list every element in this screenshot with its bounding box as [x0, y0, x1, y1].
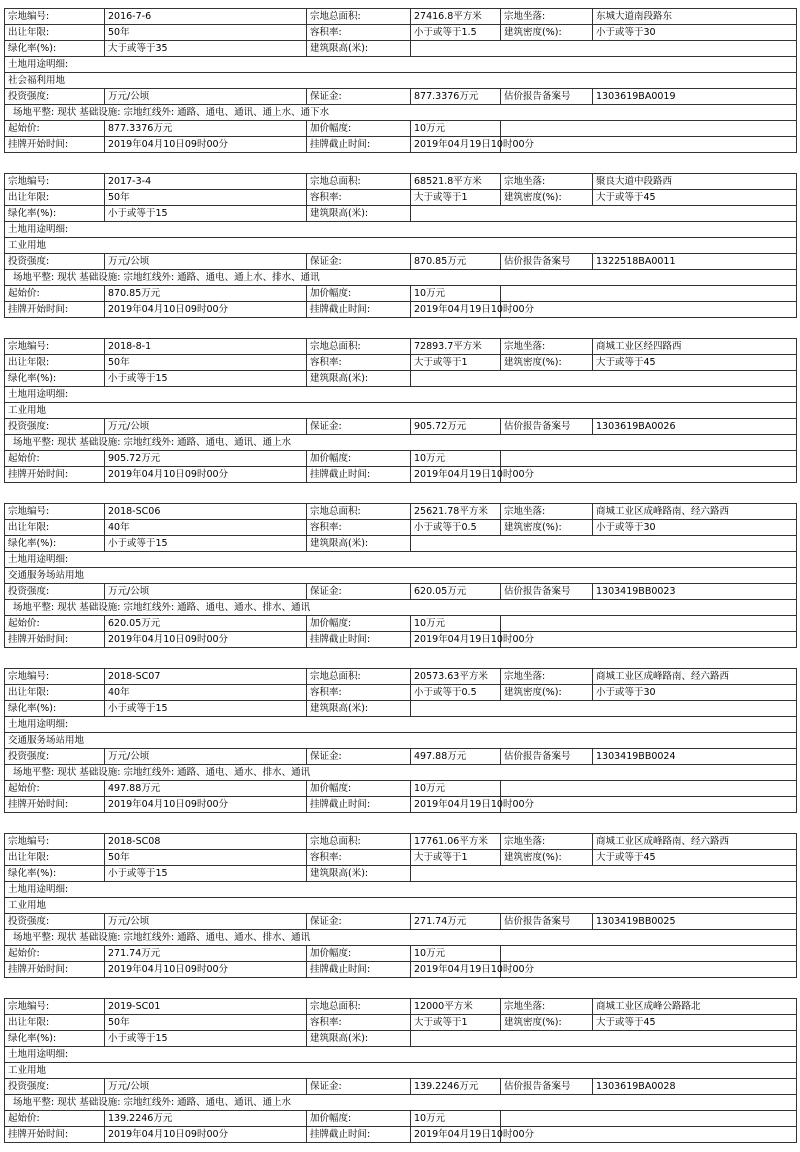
listing-start-label: 挂牌开始时间:	[5, 797, 105, 813]
total-area: 27416.8平方米	[411, 9, 501, 25]
location: 东城大道南段路东	[593, 9, 797, 25]
far-label: 容积率:	[307, 190, 411, 206]
empty-cell	[501, 946, 797, 962]
usage: 工业用地	[5, 898, 797, 914]
density-label: 建筑密度(%):	[501, 25, 593, 41]
empty-cell	[501, 467, 797, 483]
deposit: 870.85万元	[411, 254, 501, 270]
increment-label: 加价幅度:	[307, 451, 411, 467]
empty-cell	[501, 962, 797, 978]
far: 小于或等于0.5	[411, 520, 501, 536]
parcel-no: 2016-7-6	[105, 9, 307, 25]
parcel-table	[4, 338, 797, 483]
listing-start-label: 挂牌开始时间:	[5, 302, 105, 318]
height	[411, 701, 797, 717]
empty-cell	[501, 286, 797, 302]
term-label: 出让年限:	[5, 1015, 105, 1031]
density: 大于或等于45	[593, 355, 797, 371]
parcel-no-label: 宗地编号:	[5, 174, 105, 190]
deposit: 905.72万元	[411, 419, 501, 435]
usage: 工业用地	[5, 403, 797, 419]
usage-label: 土地用途明细:	[5, 222, 797, 238]
listing-start-label: 挂牌开始时间:	[5, 137, 105, 153]
empty-cell	[501, 797, 797, 813]
deposit: 620.05万元	[411, 584, 501, 600]
site-conditions: 场地平整: 现状 基础设施: 宗地红线外: 通路、通电、通讯、通上水	[5, 1095, 797, 1111]
invest-label: 投资强度:	[5, 1079, 105, 1095]
report-no: 1303619BA0028	[593, 1079, 797, 1095]
empty-cell	[501, 302, 797, 318]
total-area-label: 宗地总面积:	[307, 174, 411, 190]
site-conditions: 场地平整: 现状 基础设施: 宗地红线外: 通路、通电、通水、排水、通讯	[5, 930, 797, 946]
parcel-no-label: 宗地编号:	[5, 669, 105, 685]
height-label: 建筑限高(米):	[307, 866, 411, 882]
invest-unit: 万元/公顷	[105, 1079, 307, 1095]
invest-unit: 万元/公顷	[105, 254, 307, 270]
invest-unit: 万元/公顷	[105, 584, 307, 600]
listing-start: 2019年04月10日09时00分	[105, 962, 307, 978]
density: 小于或等于30	[593, 520, 797, 536]
start-price: 139.2246万元	[105, 1111, 307, 1127]
usage: 交通服务场站用地	[5, 733, 797, 749]
deposit-label: 保证金:	[307, 89, 411, 105]
green: 大于或等于35	[105, 41, 307, 57]
far-label: 容积率:	[307, 685, 411, 701]
total-area-label: 宗地总面积:	[307, 834, 411, 850]
listing-end: 2019年04月19日10时00分	[411, 632, 501, 648]
report-no: 1303619BA0019	[593, 89, 797, 105]
empty-cell	[501, 451, 797, 467]
report-no: 1303419BB0024	[593, 749, 797, 765]
report-label: 估价报告备案号	[501, 419, 593, 435]
green-label: 绿化率(%):	[5, 701, 105, 717]
total-area: 17761.06平方米	[411, 834, 501, 850]
listing-start-label: 挂牌开始时间:	[5, 632, 105, 648]
deposit: 497.88万元	[411, 749, 501, 765]
parcel-table	[4, 668, 797, 813]
parcel-no: 2018-SC07	[105, 669, 307, 685]
density-label: 建筑密度(%):	[501, 520, 593, 536]
invest-unit: 万元/公顷	[105, 749, 307, 765]
term-label: 出让年限:	[5, 685, 105, 701]
listing-start: 2019年04月10日09时00分	[105, 137, 307, 153]
height-label: 建筑限高(米):	[307, 41, 411, 57]
parcel-no-label: 宗地编号:	[5, 834, 105, 850]
invest-label: 投资强度:	[5, 89, 105, 105]
parcel-block	[4, 668, 796, 822]
usage-label: 土地用途明细:	[5, 882, 797, 898]
start-price: 497.88万元	[105, 781, 307, 797]
location-label: 宗地坐落:	[501, 9, 593, 25]
start-price: 271.74万元	[105, 946, 307, 962]
term-label: 出让年限:	[5, 850, 105, 866]
listing-start-label: 挂牌开始时间:	[5, 1127, 105, 1143]
far-label: 容积率:	[307, 25, 411, 41]
report-no: 1322518BA0011	[593, 254, 797, 270]
total-area-label: 宗地总面积:	[307, 9, 411, 25]
far-label: 容积率:	[307, 850, 411, 866]
location: 商城工业区成峰路南、经六路西	[593, 669, 797, 685]
listing-end: 2019年04月19日10时00分	[411, 467, 501, 483]
parcel-block	[4, 338, 796, 492]
listing-start: 2019年04月10日09时00分	[105, 302, 307, 318]
total-area: 72893.7平方米	[411, 339, 501, 355]
term: 50年	[105, 190, 307, 206]
far: 大于或等于1	[411, 190, 501, 206]
usage-label: 土地用途明细:	[5, 717, 797, 733]
location: 商城工业区成峰路南、经六路西	[593, 504, 797, 520]
density: 大于或等于45	[593, 850, 797, 866]
site-conditions: 场地平整: 现状 基础设施: 宗地红线外: 通路、通电、通水、排水、通讯	[5, 600, 797, 616]
parcel-table	[4, 8, 797, 153]
listing-end: 2019年04月19日10时00分	[411, 797, 501, 813]
usage-label: 土地用途明细:	[5, 57, 797, 73]
usage: 社会福利用地	[5, 73, 797, 89]
listing-start: 2019年04月10日09时00分	[105, 1127, 307, 1143]
term-label: 出让年限:	[5, 190, 105, 206]
deposit-label: 保证金:	[307, 254, 411, 270]
term: 40年	[105, 685, 307, 701]
term-label: 出让年限:	[5, 25, 105, 41]
height-label: 建筑限高(米):	[307, 371, 411, 387]
total-area: 20573.63平方米	[411, 669, 501, 685]
parcel-block	[4, 833, 796, 987]
increment-label: 加价幅度:	[307, 616, 411, 632]
density: 小于或等于30	[593, 685, 797, 701]
deposit-label: 保证金:	[307, 1079, 411, 1095]
deposit-label: 保证金:	[307, 914, 411, 930]
report-no: 1303419BB0025	[593, 914, 797, 930]
empty-cell	[501, 1111, 797, 1127]
density-label: 建筑密度(%):	[501, 850, 593, 866]
far: 小于或等于1.5	[411, 25, 501, 41]
parcel-no: 2018-SC08	[105, 834, 307, 850]
parcel-block	[4, 998, 796, 1152]
green-label: 绿化率(%):	[5, 866, 105, 882]
far-label: 容积率:	[307, 520, 411, 536]
deposit-label: 保证金:	[307, 749, 411, 765]
density-label: 建筑密度(%):	[501, 1015, 593, 1031]
height-label: 建筑限高(米):	[307, 701, 411, 717]
green: 小于或等于15	[105, 206, 307, 222]
increment: 10万元	[411, 616, 501, 632]
start-price-label: 起始价:	[5, 1111, 105, 1127]
start-price-label: 起始价:	[5, 616, 105, 632]
deposit: 139.2246万元	[411, 1079, 501, 1095]
start-price-label: 起始价:	[5, 121, 105, 137]
location-label: 宗地坐落:	[501, 174, 593, 190]
green: 小于或等于15	[105, 371, 307, 387]
increment-label: 加价幅度:	[307, 781, 411, 797]
deposit-label: 保证金:	[307, 419, 411, 435]
parcel-no: 2017-3-4	[105, 174, 307, 190]
density-label: 建筑密度(%):	[501, 190, 593, 206]
height-label: 建筑限高(米):	[307, 536, 411, 552]
green-label: 绿化率(%):	[5, 1031, 105, 1047]
term: 50年	[105, 355, 307, 371]
increment-label: 加价幅度:	[307, 946, 411, 962]
green-label: 绿化率(%):	[5, 371, 105, 387]
invest-label: 投资强度:	[5, 749, 105, 765]
listing-end-label: 挂牌截止时间:	[307, 962, 411, 978]
increment: 10万元	[411, 946, 501, 962]
report-label: 估价报告备案号	[501, 914, 593, 930]
usage-label: 土地用途明细:	[5, 1047, 797, 1063]
green: 小于或等于15	[105, 536, 307, 552]
listing-end-label: 挂牌截止时间:	[307, 632, 411, 648]
height	[411, 206, 797, 222]
density: 大于或等于45	[593, 1015, 797, 1031]
empty-cell	[501, 616, 797, 632]
invest-label: 投资强度:	[5, 254, 105, 270]
location-label: 宗地坐落:	[501, 669, 593, 685]
invest-label: 投资强度:	[5, 584, 105, 600]
usage-label: 土地用途明细:	[5, 387, 797, 403]
listing-start: 2019年04月10日09时00分	[105, 797, 307, 813]
listing-start-label: 挂牌开始时间:	[5, 467, 105, 483]
total-area: 12000平方米	[411, 999, 501, 1015]
location-label: 宗地坐落:	[501, 999, 593, 1015]
location-label: 宗地坐落:	[501, 339, 593, 355]
deposit: 877.3376万元	[411, 89, 501, 105]
parcel-block	[4, 503, 796, 657]
density: 大于或等于45	[593, 190, 797, 206]
increment-label: 加价幅度:	[307, 1111, 411, 1127]
far-label: 容积率:	[307, 1015, 411, 1031]
total-area-label: 宗地总面积:	[307, 504, 411, 520]
empty-cell	[501, 137, 797, 153]
height	[411, 866, 797, 882]
invest-unit: 万元/公顷	[105, 419, 307, 435]
increment-label: 加价幅度:	[307, 121, 411, 137]
density-label: 建筑密度(%):	[501, 685, 593, 701]
parcel-list	[4, 8, 796, 1152]
location: 聚良大道中段路西	[593, 174, 797, 190]
report-label: 估价报告备案号	[501, 749, 593, 765]
total-area-label: 宗地总面积:	[307, 669, 411, 685]
invest-unit: 万元/公顷	[105, 914, 307, 930]
height	[411, 1031, 797, 1047]
parcel-block	[4, 8, 796, 162]
far: 大于或等于1	[411, 1015, 501, 1031]
green: 小于或等于15	[105, 1031, 307, 1047]
site-conditions: 场地平整: 现状 基础设施: 宗地红线外: 通路、通电、通讯、通上水、通下水	[5, 105, 797, 121]
report-label: 估价报告备案号	[501, 584, 593, 600]
listing-start: 2019年04月10日09时00分	[105, 467, 307, 483]
start-price-label: 起始价:	[5, 451, 105, 467]
parcel-block	[4, 173, 796, 327]
far: 大于或等于1	[411, 355, 501, 371]
listing-start: 2019年04月10日09时00分	[105, 632, 307, 648]
height	[411, 41, 797, 57]
usage: 交通服务场站用地	[5, 568, 797, 584]
height	[411, 536, 797, 552]
density: 小于或等于30	[593, 25, 797, 41]
increment: 10万元	[411, 286, 501, 302]
term: 50年	[105, 1015, 307, 1031]
parcel-table	[4, 173, 797, 318]
site-conditions: 场地平整: 现状 基础设施: 宗地红线外: 通路、通电、通讯、通上水	[5, 435, 797, 451]
parcel-no: 2019-SC01	[105, 999, 307, 1015]
far: 小于或等于0.5	[411, 685, 501, 701]
listing-end-label: 挂牌截止时间:	[307, 467, 411, 483]
empty-cell	[501, 1127, 797, 1143]
usage-label: 土地用途明细:	[5, 552, 797, 568]
listing-start-label: 挂牌开始时间:	[5, 962, 105, 978]
green: 小于或等于15	[105, 866, 307, 882]
height-label: 建筑限高(米):	[307, 1031, 411, 1047]
site-conditions: 场地平整: 现状 基础设施: 宗地红线外: 通路、通电、通上水、排水、通讯	[5, 270, 797, 286]
listing-end: 2019年04月19日10时00分	[411, 137, 501, 153]
usage: 工业用地	[5, 1063, 797, 1079]
invest-unit: 万元/公顷	[105, 89, 307, 105]
start-price-label: 起始价:	[5, 286, 105, 302]
term: 50年	[105, 25, 307, 41]
listing-end: 2019年04月19日10时00分	[411, 1127, 501, 1143]
green-label: 绿化率(%):	[5, 41, 105, 57]
green-label: 绿化率(%):	[5, 536, 105, 552]
empty-cell	[501, 781, 797, 797]
parcel-no-label: 宗地编号:	[5, 339, 105, 355]
increment: 10万元	[411, 781, 501, 797]
listing-end-label: 挂牌截止时间:	[307, 302, 411, 318]
parcel-no: 2018-SC06	[105, 504, 307, 520]
density-label: 建筑密度(%):	[501, 355, 593, 371]
report-no: 1303419BB0023	[593, 584, 797, 600]
increment-label: 加价幅度:	[307, 286, 411, 302]
increment: 10万元	[411, 121, 501, 137]
invest-label: 投资强度:	[5, 419, 105, 435]
location: 商城工业区经四路西	[593, 339, 797, 355]
listing-end-label: 挂牌截止时间:	[307, 1127, 411, 1143]
height-label: 建筑限高(米):	[307, 206, 411, 222]
term: 50年	[105, 850, 307, 866]
parcel-no-label: 宗地编号:	[5, 504, 105, 520]
location-label: 宗地坐落:	[501, 504, 593, 520]
site-conditions: 场地平整: 现状 基础设施: 宗地红线外: 通路、通电、通水、排水、通讯	[5, 765, 797, 781]
term: 40年	[105, 520, 307, 536]
start-price: 905.72万元	[105, 451, 307, 467]
report-label: 估价报告备案号	[501, 89, 593, 105]
parcel-table	[4, 503, 797, 648]
location-label: 宗地坐落:	[501, 834, 593, 850]
increment: 10万元	[411, 1111, 501, 1127]
empty-cell	[501, 121, 797, 137]
report-no: 1303619BA0026	[593, 419, 797, 435]
invest-label: 投资强度:	[5, 914, 105, 930]
parcel-no-label: 宗地编号:	[5, 999, 105, 1015]
empty-cell	[501, 632, 797, 648]
deposit: 271.74万元	[411, 914, 501, 930]
increment: 10万元	[411, 451, 501, 467]
total-area-label: 宗地总面积:	[307, 999, 411, 1015]
height	[411, 371, 797, 387]
start-price: 877.3376万元	[105, 121, 307, 137]
listing-end: 2019年04月19日10时00分	[411, 962, 501, 978]
term-label: 出让年限:	[5, 520, 105, 536]
usage: 工业用地	[5, 238, 797, 254]
listing-end-label: 挂牌截止时间:	[307, 137, 411, 153]
report-label: 估价报告备案号	[501, 254, 593, 270]
parcel-table	[4, 998, 797, 1143]
location: 商城工业区成峰路南、经六路西	[593, 834, 797, 850]
report-label: 估价报告备案号	[501, 1079, 593, 1095]
location: 商城工业区成峰公路路北	[593, 999, 797, 1015]
far: 大于或等于1	[411, 850, 501, 866]
term-label: 出让年限:	[5, 355, 105, 371]
start-price-label: 起始价:	[5, 781, 105, 797]
green: 小于或等于15	[105, 701, 307, 717]
green-label: 绿化率(%):	[5, 206, 105, 222]
start-price: 620.05万元	[105, 616, 307, 632]
listing-end: 2019年04月19日10时00分	[411, 302, 501, 318]
start-price-label: 起始价:	[5, 946, 105, 962]
listing-end-label: 挂牌截止时间:	[307, 797, 411, 813]
parcel-table	[4, 833, 797, 978]
total-area-label: 宗地总面积:	[307, 339, 411, 355]
start-price: 870.85万元	[105, 286, 307, 302]
total-area: 25621.78平方米	[411, 504, 501, 520]
parcel-no: 2018-8-1	[105, 339, 307, 355]
far-label: 容积率:	[307, 355, 411, 371]
parcel-no-label: 宗地编号:	[5, 9, 105, 25]
deposit-label: 保证金:	[307, 584, 411, 600]
total-area: 68521.8平方米	[411, 174, 501, 190]
